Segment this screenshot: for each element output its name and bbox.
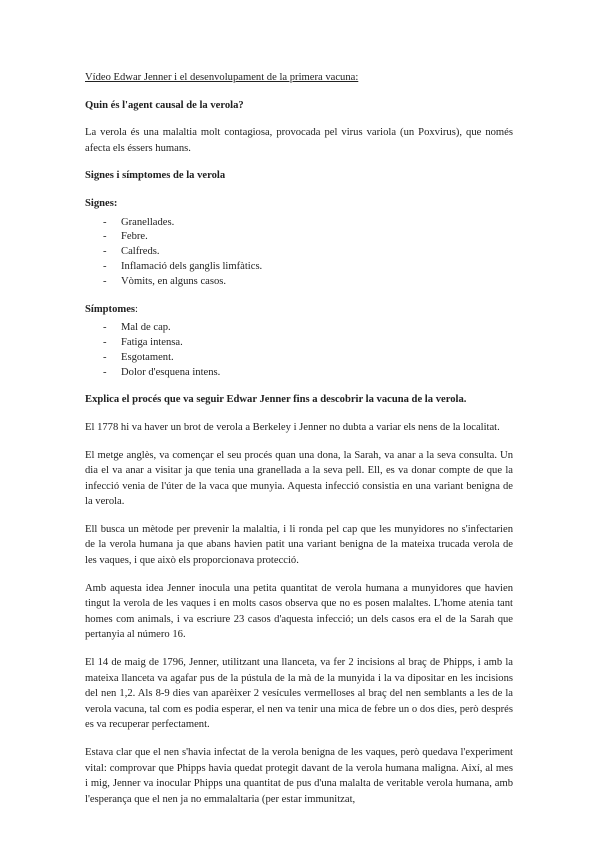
- signs-list: [85, 216, 513, 290]
- paragraph: Estava clar que el nen s'havia infectat de la verola benigna de les vaques, però quedava l'experiment vital: comprovar que Phipps havia quedat protegit davant de la verola humana maligna. Així, al mes i mig, Jenner va inocular Phipps una quantitat de pus d'una malalta de veritable verola humana, amb l'esperança que el nen ja no emmalaltaria (per estar immunitzat,: [85, 747, 513, 805]
- paragraph: Amb aquesta idea Jenner inocula una petita quantitat de verola humana a munyidores que havien tingut la verola de les vaques i en molts casos observa que no es posen malaltes. L'home atenia tant homes com animals, i va escriure 23 casos d'aquesta infecció; un dels casos era el de la Sarah que pertanyia al número 16.: [85, 582, 513, 641]
- signs-label: Signes:: [85, 197, 118, 209]
- paragraph: El metge anglès, va començar el seu procés quan una dona, la Sarah, va anar a la seva consulta. Un dia el va anar a visitar ja que tenia una granellada a la seva pell. Ell, es va donar compte de que la infecció venia de l'úter de la vaca que munyia. Aquesta infecció consistia en una variant benigna de la verola.: [85, 449, 513, 508]
- list-item: - Dolor d'esquena intens.: [85, 366, 513, 381]
- list-item: - Febre.: [85, 230, 513, 245]
- symptoms-label: Símptomes: [85, 303, 136, 315]
- list-item: - Mal de cap.: [85, 321, 513, 336]
- list-item: - Inflamació dels ganglis limfàtics.: [85, 260, 513, 275]
- list-item: - Vòmits, en alguns casos.: [85, 275, 513, 290]
- list-item: - Fatiga intensa.: [85, 336, 513, 351]
- symptoms-list: [85, 321, 513, 380]
- question-heading-causal-agent: Quin és l'agent causal de la verola?: [85, 99, 244, 111]
- list-item: - Granellades.: [85, 216, 513, 231]
- paragraph: El 1778 hi va haver un brot de verola a Berkeley i Jenner no dubta a variar els nens de la localitat.: [85, 421, 500, 433]
- list-item: - Esgotament.: [85, 351, 513, 366]
- list-item: - Calfreds.: [85, 245, 513, 260]
- symptoms-label-colon: :: [135, 303, 138, 315]
- paragraph: El 14 de maig de 1796, Jenner, utilitzant una llanceta, va fer 2 incisions al braç de Phipps, i amb la mateixa llanceta va agafar pus de la pústula de la mà de la munyida i la va dipositar en les incisions del nen 1,2. Als 8-9 dies van aparèixer 2 vesícules vermelloses al braç del nen semblants a les de la verola vacuna, tal com es podia esperar, el nen va tenir una mica de febre un o dos dies, però després es va recuperar perfectament.: [85, 657, 513, 731]
- section-heading-jenner-process: Explica el procés que va seguir Edwar Jenner fins a descobrir la vacuna de la verola.: [85, 394, 467, 406]
- document-title: Vídeo Edwar Jenner i el desenvolupament de la primera vacuna:: [85, 72, 359, 83]
- paragraph: Ell busca un mètode per prevenir la malaltia, i li ronda pel cap que les munyidores no s'infectarien de la verola humana ja que abans havien patit una variant benigna de la mateixa trucada verola de les vaques, i que això els proporcionava protecció.: [85, 523, 513, 567]
- symptoms-label-line: [85, 302, 513, 318]
- section-heading-signs-symptoms: Signes i símptomes de la verola: [85, 170, 226, 182]
- document-body: [85, 70, 513, 819]
- answer-causal-agent: La verola és una malaltia molt contagiosa, provocada pel virus variola (un Poxvirus), que només afecta els éssers humans.: [85, 127, 513, 154]
